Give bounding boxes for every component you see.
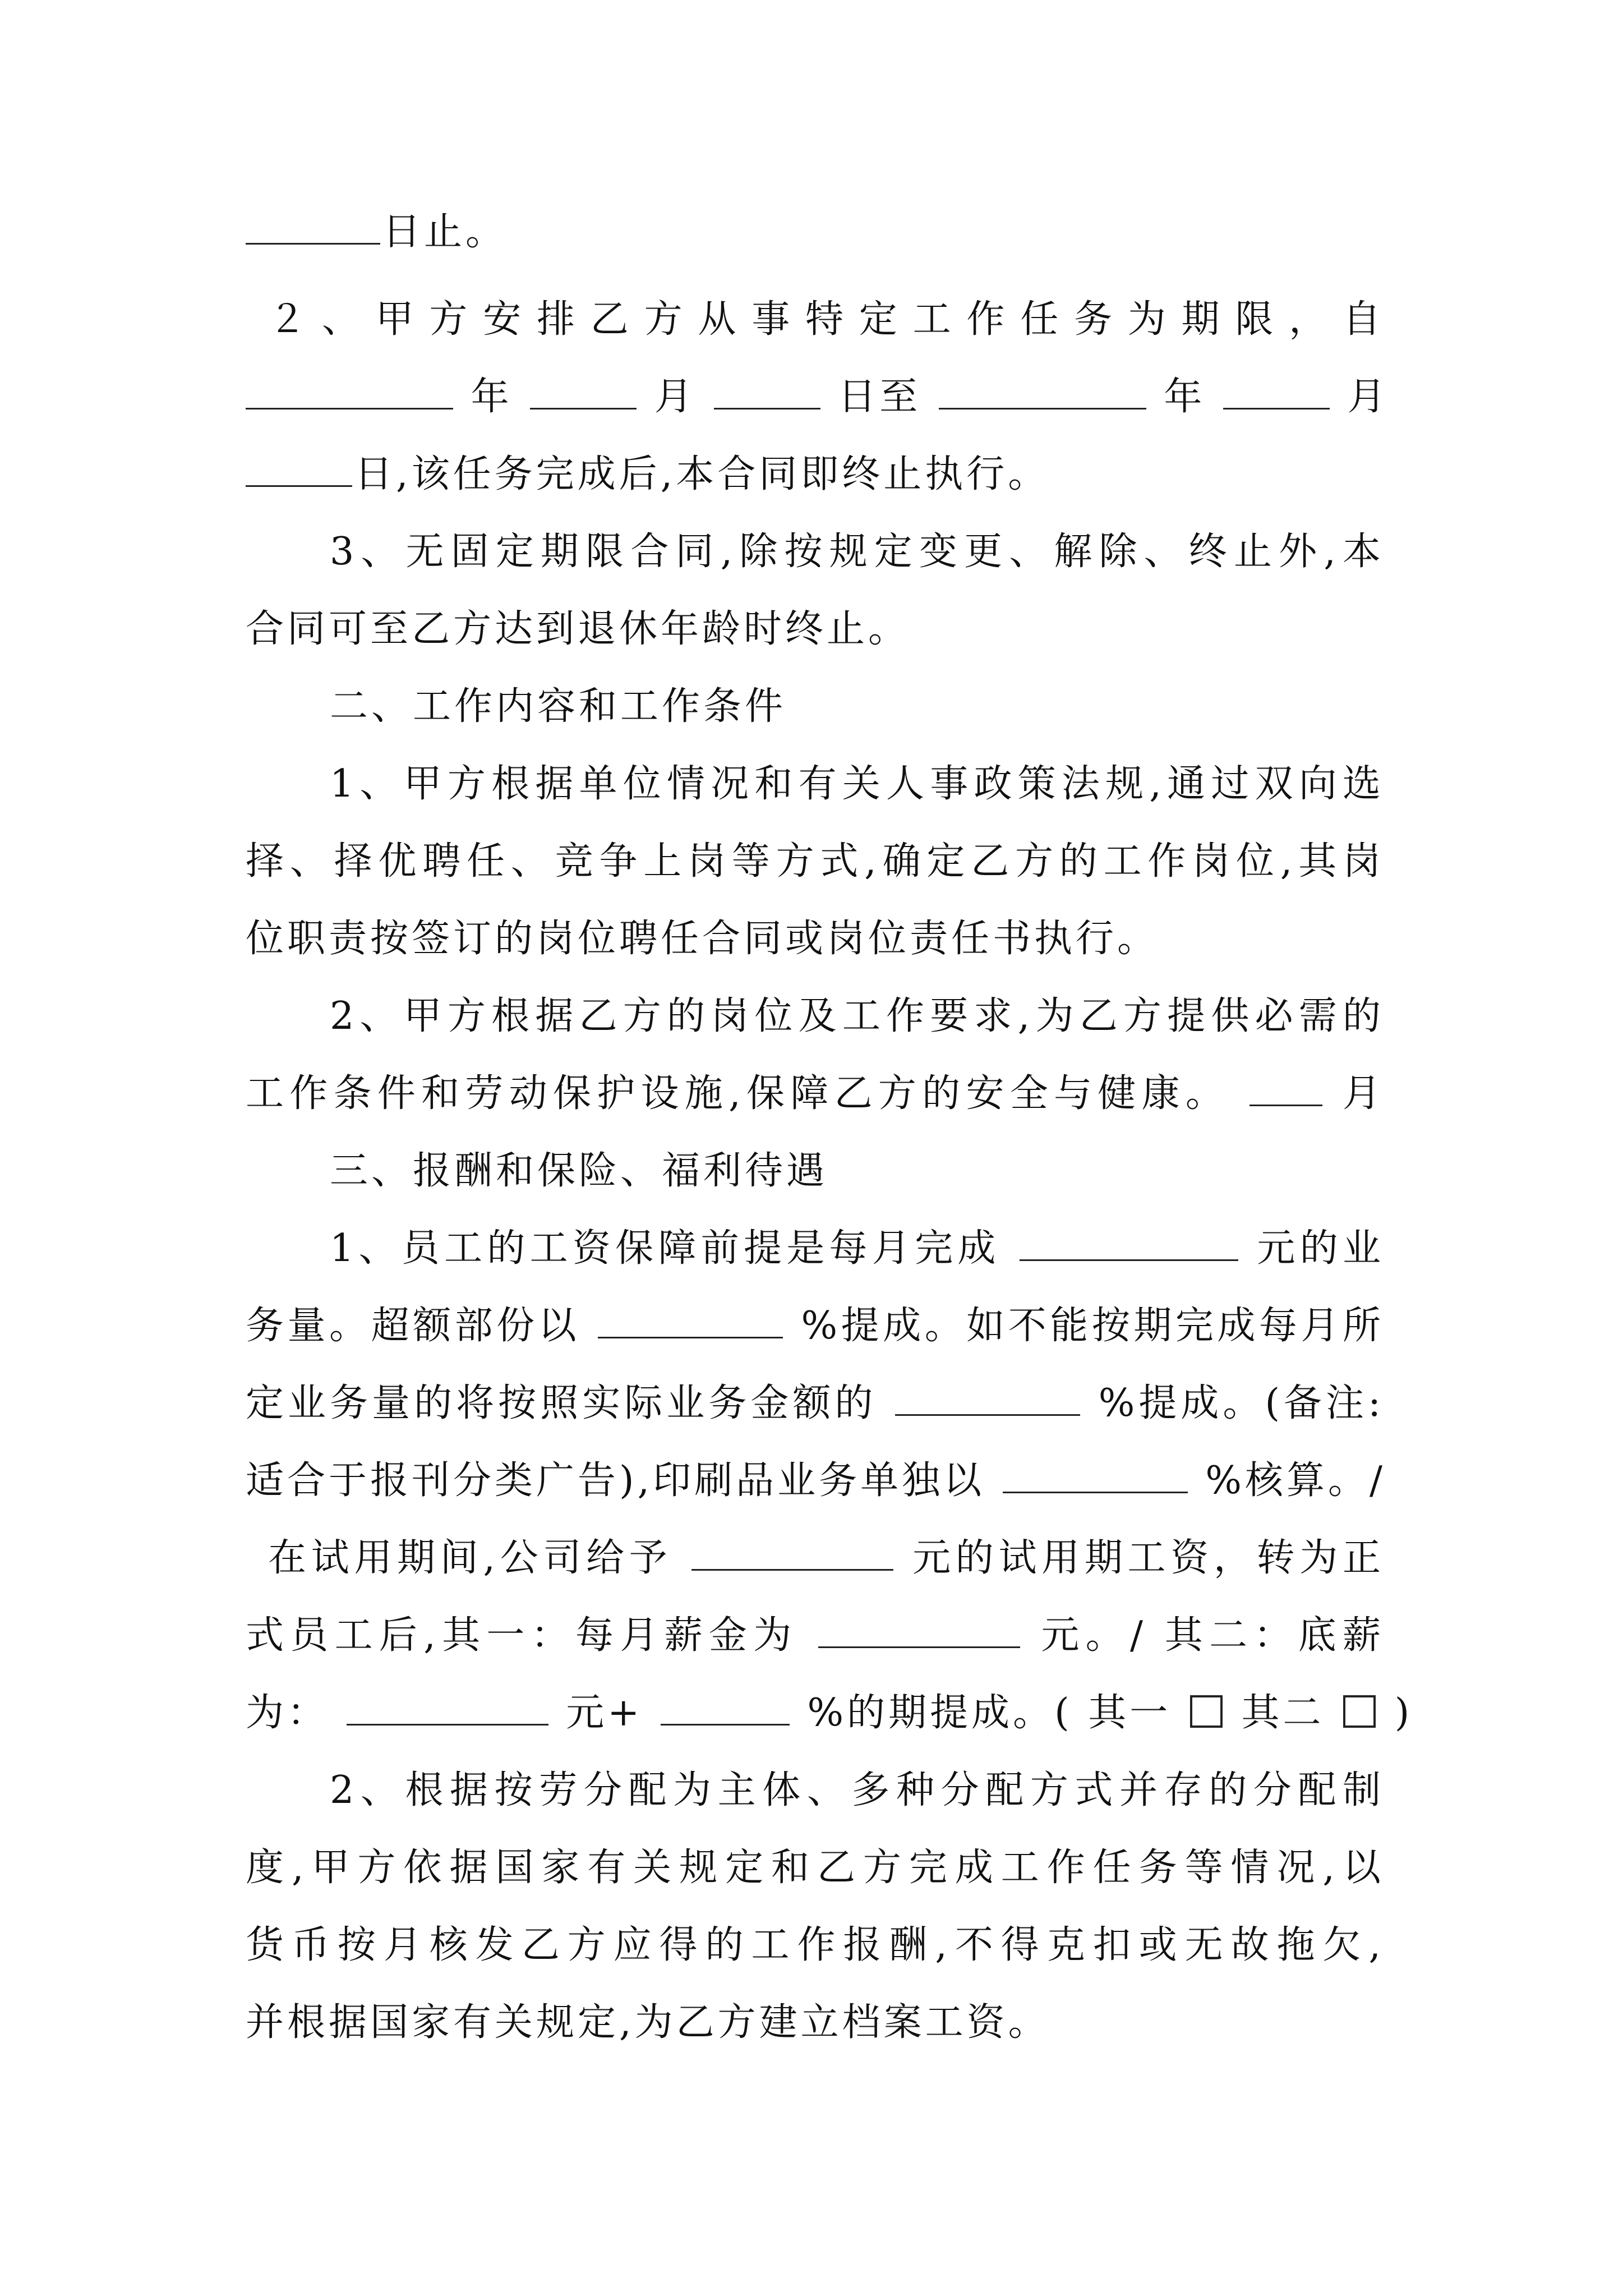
line-text: 位职责按签订的岗位聘任合同或岗位责任书执行。 xyxy=(246,917,1159,961)
line-text: 2、甲方根据乙方的岗位及工作要求,为乙方提供必需的 xyxy=(330,994,1384,1038)
line-text: 日至 xyxy=(838,375,921,419)
line-text: 定业务量的将按照实际业务金额的 xyxy=(246,1381,877,1425)
line-text: 择、择优聘任、竞争上岗等方式,确定乙方的工作岗位,其岗 xyxy=(246,839,1384,884)
line-16 xyxy=(246,1378,1384,1429)
line-11 xyxy=(246,991,1384,1042)
fill-blank[interactable] xyxy=(347,1689,548,1726)
line-text: 合同可至乙方达到退休年龄时终止。 xyxy=(246,607,910,651)
line-1 xyxy=(246,206,1384,258)
line-6 xyxy=(246,604,1384,655)
line-text: 适合于报刊分类广告),印刷品业务单独以 xyxy=(246,1458,985,1503)
line-text: 年 xyxy=(1164,375,1206,419)
line-text: %核算。/ xyxy=(1205,1458,1386,1503)
line-3 xyxy=(246,371,1389,423)
line-text: 货币按月核发乙方应得的工作报酬,不得克扣或无故拖欠, xyxy=(246,1923,1384,1967)
section-2-heading xyxy=(246,681,1384,733)
line-text: 1、甲方根据单位情况和有关人事政策法规,通过双向选 xyxy=(330,762,1384,806)
line-text: 务量。超额部份以 xyxy=(246,1304,580,1348)
line-14 xyxy=(246,1223,1384,1274)
fill-blank[interactable] xyxy=(818,1612,1020,1648)
option-1-checkbox[interactable] xyxy=(1190,1695,1223,1728)
line-text: 1、员工的工资保障前提是每月完成 xyxy=(330,1226,1000,1271)
line-text: 月 xyxy=(654,375,696,419)
fill-blank[interactable] xyxy=(246,450,352,487)
fill-blank[interactable] xyxy=(1003,1457,1188,1493)
line-text: 为： xyxy=(246,1691,329,1735)
line-text: 元的试用期工资，转为正 xyxy=(912,1536,1384,1580)
fill-blank[interactable] xyxy=(895,1379,1080,1416)
line-text: 在试用期间,公司给予 xyxy=(268,1536,672,1580)
fill-blank[interactable] xyxy=(1223,373,1330,409)
line-text: 3、无固定期限合同,除按规定变更、解除、终止外,本 xyxy=(330,530,1384,574)
line-text: ２、甲方安排乙方从事特定工作任务为期限，自 xyxy=(268,297,1384,342)
line-text: ) xyxy=(1394,1691,1413,1735)
line-text: 日止。 xyxy=(382,210,508,254)
section-3-heading xyxy=(246,1145,1384,1197)
line-text: 元。/ 其二：底薪 xyxy=(1041,1613,1384,1658)
line-19 xyxy=(246,1610,1384,1662)
line-text: 并根据国家有关规定,为乙方建立档案工资。 xyxy=(246,2000,1050,2045)
line-9 xyxy=(246,836,1384,887)
fill-blank[interactable] xyxy=(1020,1225,1238,1261)
line-22 xyxy=(246,1842,1384,1894)
line-15 xyxy=(246,1300,1384,1352)
fill-blank[interactable] xyxy=(530,373,637,409)
fill-blank[interactable] xyxy=(661,1689,790,1726)
line-text: 其二 xyxy=(1241,1691,1325,1735)
line-text: 工作条件和劳动保护设施,保障乙方的安全与健康。 xyxy=(246,1071,1230,1116)
line-18 xyxy=(246,1533,1384,1584)
line-12 xyxy=(246,1068,1384,1120)
line-text: 元的业 xyxy=(1257,1226,1384,1271)
fill-blank[interactable] xyxy=(714,373,820,409)
fill-blank[interactable] xyxy=(246,373,453,409)
line-text: 年 xyxy=(471,375,513,419)
line-text: 月 xyxy=(1347,375,1389,419)
line-text: %提成。(备注: xyxy=(1098,1381,1384,1425)
line-17 xyxy=(246,1455,1384,1507)
line-text: 月 xyxy=(1342,1071,1384,1116)
line-text: 日,该任务完成后,本合同即终止执行。 xyxy=(354,452,1050,496)
fill-blank[interactable] xyxy=(691,1534,893,1571)
line-20 xyxy=(246,1687,1413,1739)
line-23 xyxy=(246,1920,1384,1971)
line-10 xyxy=(246,913,1384,965)
line-text: %提成。如不能按期完成每月所 xyxy=(801,1304,1384,1348)
line-24 xyxy=(246,1997,1384,2049)
fill-blank[interactable] xyxy=(1249,1070,1322,1106)
line-2 xyxy=(246,294,1384,346)
line-8 xyxy=(246,758,1384,810)
line-text: %的期提成。( 其一 xyxy=(807,1691,1172,1735)
line-5 xyxy=(246,526,1384,578)
line-text: 二、工作内容和工作条件 xyxy=(330,684,787,729)
line-21 xyxy=(246,1765,1384,1816)
option-2-checkbox[interactable] xyxy=(1343,1695,1376,1728)
line-text: 元+ xyxy=(566,1691,643,1735)
fill-blank[interactable] xyxy=(246,208,380,245)
line-4 xyxy=(246,449,1384,500)
line-text: 2、根据按劳分配为主体、多种分配方式并存的分配制 xyxy=(330,1768,1384,1812)
line-text: 三、报酬和保险、福利待遇 xyxy=(330,1149,828,1193)
line-text: 度,甲方依据国家有关规定和乙方完成工作任务等情况,以 xyxy=(246,1846,1384,1890)
fill-blank[interactable] xyxy=(939,373,1146,409)
line-text: 式员工后,其一：每月薪金为 xyxy=(246,1613,798,1658)
fill-blank[interactable] xyxy=(598,1302,783,1338)
